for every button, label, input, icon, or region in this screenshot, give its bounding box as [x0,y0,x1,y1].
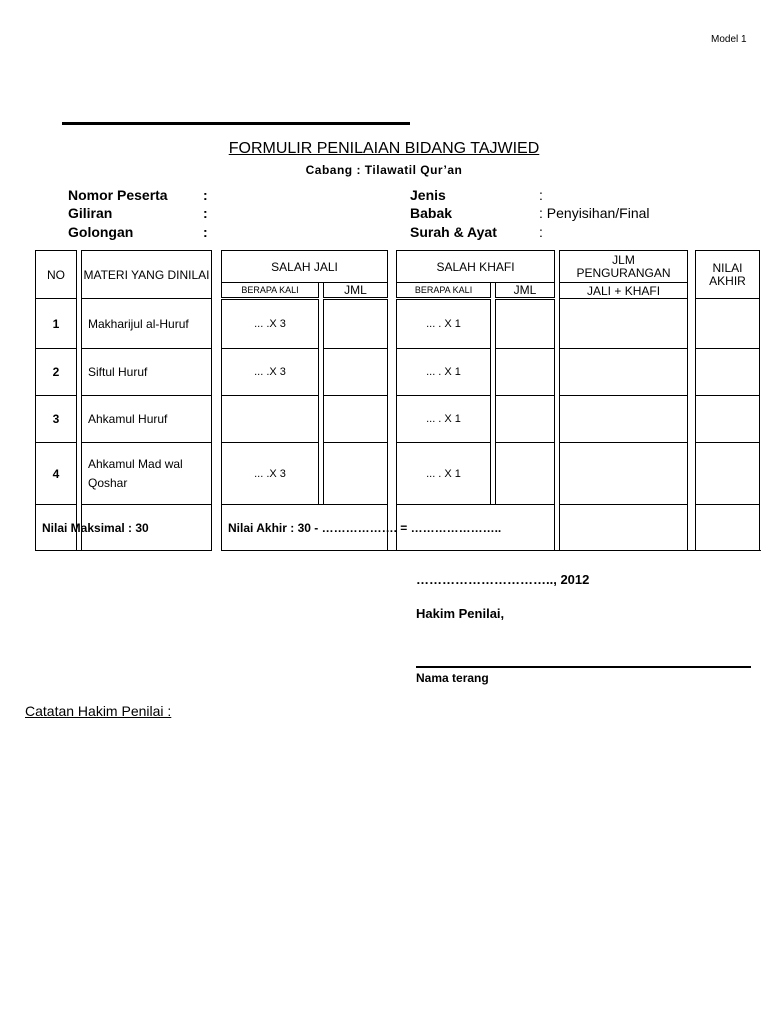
row-materi: Ahkamul Mad wal Qoshar [82,443,212,505]
babak-value: : Penyisihan/Final [539,205,650,221]
form-title: FORMULIR PENILAIAN BIDANG TAJWIED [228,140,540,157]
row-khafi-formula: ... . X 1 [397,443,491,505]
row-nilai [696,349,760,396]
table-row [36,443,760,505]
signature-line [416,666,751,668]
row-jali-formula: ... .X 3 [222,443,319,505]
row-jali-formula: ... .X 3 [222,349,319,396]
row-jali-jml [324,396,388,443]
giliran-colon: : [203,205,208,221]
row-khafi-formula: ... . X 1 [397,396,491,443]
row-khafi-jml [496,443,555,505]
golongan-colon: : [203,224,208,240]
header-jml-jali: JML [324,283,388,299]
catatan-label: Catatan Hakim Penilai : [25,703,172,719]
hakim-penilai-label: Hakim Penilai, [416,606,505,621]
row-pengurangan [560,349,688,396]
row-jali-jml [324,299,388,349]
header-nilai-akhir: NILAI AKHIR [696,251,760,299]
header-jml-khafi: JML [496,283,555,299]
row-materi: Siftul Huruf [82,349,212,396]
signature-date: ………………………….., 2012 [416,572,590,587]
jenis-label: Jenis [410,187,446,203]
row-pengurangan [560,443,688,505]
row-pengurangan [560,299,688,349]
nama-terang-label: Nama terang [416,671,489,685]
header-no: NO [36,251,77,299]
row-no: 4 [36,443,77,505]
header-jlm: JLM [612,252,635,267]
nomor-peserta-colon: : [203,187,208,203]
row-no: 2 [36,349,77,396]
table-row [36,396,760,443]
row-materi: Makharijul al-Huruf [82,299,212,349]
jenis-value: : [539,187,543,203]
header-salah-khafi: SALAH KHAFI [397,251,555,283]
header-materi: MATERI YANG DINILAI [82,251,212,299]
assessment-table [35,250,760,551]
row-nilai [696,396,760,443]
header-jali-khafi: JALI + KHAFI [560,283,688,299]
row-jali-jml [324,443,388,505]
nilai-maksimal: Nilai Maksimal : 30 [36,505,212,551]
giliran-label: Giliran [68,205,113,221]
row-khafi-jml [496,396,555,443]
table-row [36,349,760,396]
row-khafi-formula: ... . X 1 [397,299,491,349]
row-jali-formula: ... .X 3 [222,299,319,349]
row-nilai [696,299,760,349]
header-jlm-pengurangan [560,251,688,283]
row-no: 3 [36,396,77,443]
row-khafi-jml [496,349,555,396]
header-pengurangan: PENGURANGAN [576,265,671,280]
nomor-peserta-label: Nomor Peserta [68,187,168,203]
surah-ayat-value: : [539,224,543,240]
table-row [36,299,760,349]
row-materi: Ahkamul Huruf [82,396,212,443]
row-jali-formula [222,396,319,443]
babak-label: Babak [410,205,453,221]
top-rule [62,122,410,125]
row-no: 1 [36,299,77,349]
surah-ayat-label: Surah & Ayat [410,224,497,240]
header-berapa-kali-khafi: BERAPA KALI [397,283,491,299]
row-khafi-jml [496,299,555,349]
header-berapa-kali-jali: BERAPA KALI [222,283,319,299]
form-subtitle: Cabang : Tilawatil Qur’an [305,163,463,177]
row-nilai [696,443,760,505]
row-jali-jml [324,349,388,396]
header-salah-jali: SALAH JALI [222,251,388,283]
nilai-akhir-formula: Nilai Akhir : 30 - ………………. = ………………….. [222,505,760,551]
golongan-label: Golongan [68,224,134,240]
row-khafi-formula: ... . X 1 [397,349,491,396]
row-pengurangan [560,396,688,443]
model-label: Model 1 [711,34,747,45]
